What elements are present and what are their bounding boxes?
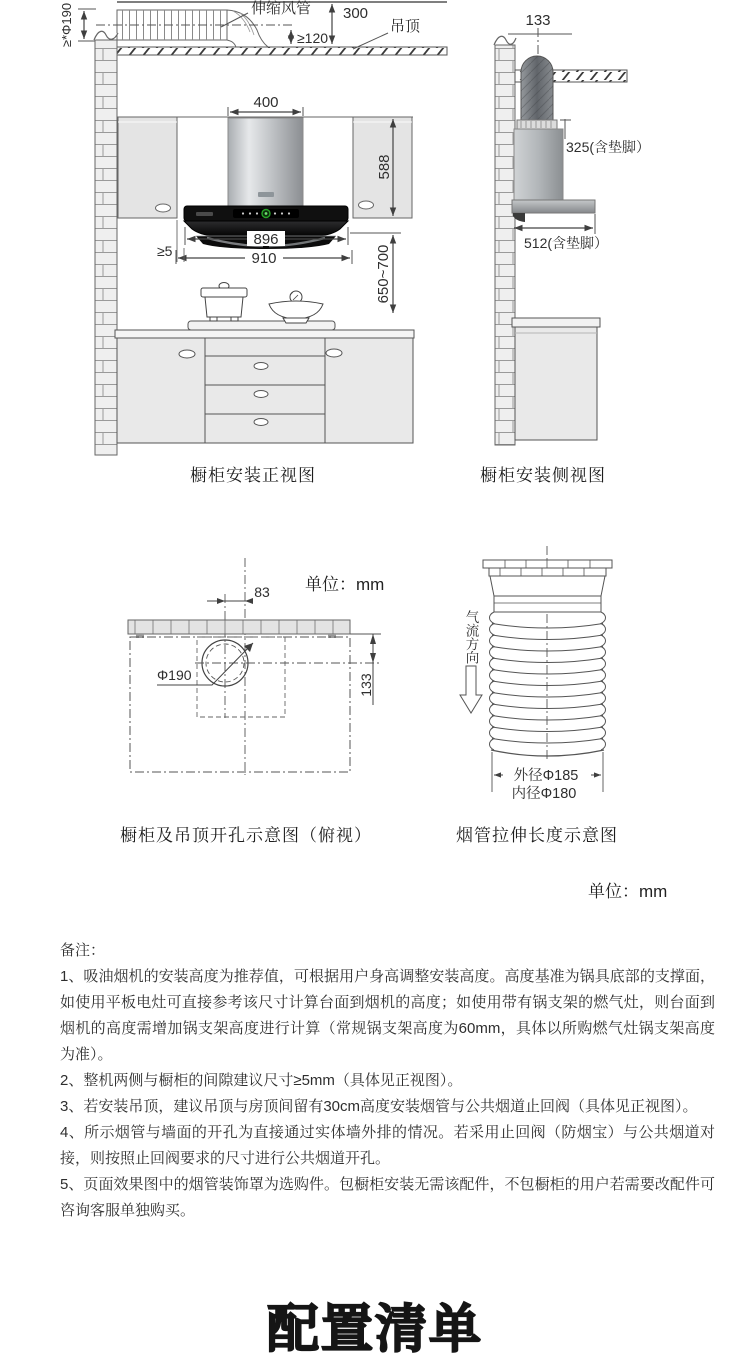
duct-flange: [483, 560, 612, 612]
wall-break-symbol: [94, 31, 118, 40]
dim-hole-diameter: [157, 643, 253, 685]
dim-duct-diameters: [492, 752, 603, 802]
airflow-arrow-icon: [460, 666, 482, 713]
countertop-side: [512, 318, 600, 327]
unit-label-top: 单位：mm: [305, 575, 385, 594]
chimney-outline-top: [197, 637, 285, 717]
hood-outline-top: [130, 637, 350, 772]
cabinet-installation-views: [0, 0, 750, 500]
wall-top-view: [128, 620, 350, 634]
countertop: [115, 330, 414, 338]
svg-text:≥*Φ190: ≥*Φ190: [59, 2, 74, 48]
config-list-title: 配置清单: [266, 1301, 483, 1355]
svg-text:Φ190: Φ190: [157, 667, 192, 683]
vertical-duct-side: [521, 56, 553, 120]
svg-text:512(含垫脚）: 512(含垫脚）: [524, 235, 609, 251]
front-view-caption: 橱柜安装正视图: [190, 466, 316, 485]
upper-cabinet-left: [118, 117, 177, 218]
dim-300: 300: [343, 5, 369, 22]
outer-diameter-label: 外径Φ185: [513, 768, 579, 784]
svg-text:325(含垫脚）: 325(含垫脚）: [566, 139, 651, 155]
wall-front: [95, 40, 117, 455]
base-cabinet: [117, 338, 413, 443]
svg-text:910: 910: [251, 250, 277, 267]
duct-hole: [195, 640, 380, 686]
top-view-caption: 橱柜及吊顶开孔示意图（俯视）: [120, 826, 372, 845]
svg-text:588: 588: [376, 154, 393, 180]
notes-section: [60, 938, 715, 1224]
svg-text:896: 896: [253, 231, 279, 248]
dim-offset-83: [207, 584, 270, 604]
note-item-2: 2、整机两侧与橱柜的间隙建议尺寸≥5mm（具体见正视图）。: [60, 1072, 463, 1089]
dim-install-height: [350, 233, 401, 313]
svg-text:83: 83: [254, 584, 270, 600]
dim-side-gap: [157, 220, 184, 262]
dim-133-top: 133: [525, 12, 551, 29]
hood-canopy-side: [512, 200, 595, 213]
dim-wall-distance: [350, 634, 381, 705]
suspended-ceiling: [117, 47, 447, 55]
svg-text:133: 133: [358, 673, 374, 697]
svg-text:400: 400: [253, 94, 279, 111]
note-item-1: 1、吸油烟机的安装高度为推荐值，可根据用户身高调整安装高度。高度基准为锅具底部的支撑面，如使用平板电灶可直接参考该尺寸计算台面到烟机的高度；如使用带有锅支架的燃气灶，则台面到烟机的高度需增加锅支架高度进行计算（常规锅支架高度为60mm，具体以所购燃气灶锅支架高度为准）。: [60, 968, 715, 1063]
svg-text:650~700: 650~700: [375, 244, 392, 304]
side-view: [494, 12, 650, 445]
unit-label-notes: 单位：mm: [588, 882, 668, 901]
note-item-4: 4、所示烟管与墙面的开孔为直接通过实体墙外排的情况。若采用止回阀（防烟宝）与公共烟道对接，则按照止回阀要求的尺寸进行公共烟道开孔。: [60, 1124, 715, 1167]
duct-label: 伸缩风管: [251, 0, 312, 17]
dim-duct-diameter: [59, 3, 96, 47]
wok: [269, 291, 323, 323]
base-cabinet-side: [515, 327, 597, 440]
dim-120: ≥120: [297, 30, 329, 46]
wall-side: [495, 45, 515, 445]
opening-and-duct-views: [0, 540, 750, 820]
inner-diameter-label: 内径Φ180: [511, 786, 577, 802]
brand-logo: [258, 192, 274, 197]
duct-view-caption: 烟管拉伸长度示意图: [456, 826, 618, 845]
note-item-3: 3、若安装吊顶，建议吊顶与房顶间留有30cm高度安装烟管与公共烟道止回阀（具体见正视图）。: [60, 1098, 698, 1115]
ceiling-label: 吊顶: [390, 18, 421, 35]
dim-chimney-width: [228, 94, 303, 116]
svg-text:≥5: ≥5: [157, 243, 173, 259]
airflow-label: 气流方向: [463, 610, 479, 664]
notes-title: 备注：: [60, 942, 106, 959]
note-item-5: 5、页面效果图中的烟管装饰罩为选购件。包橱柜安装无需该配件，不包橱柜的用户若需要改配件可咨询客服单独购买。: [60, 1176, 715, 1219]
pot: [201, 283, 247, 322]
side-view-caption: 橱柜安装侧视图: [480, 466, 606, 485]
cooktop: [188, 321, 335, 330]
duct-corrugations: [490, 612, 606, 756]
top-view-diagram: [128, 558, 381, 775]
duct-stretch-diagram: [460, 546, 612, 802]
dim-height-with-feet: [560, 119, 650, 155]
dim-total-width: [176, 250, 352, 267]
dim-depth-with-feet: [514, 214, 608, 251]
hood-body-side: [514, 129, 563, 200]
